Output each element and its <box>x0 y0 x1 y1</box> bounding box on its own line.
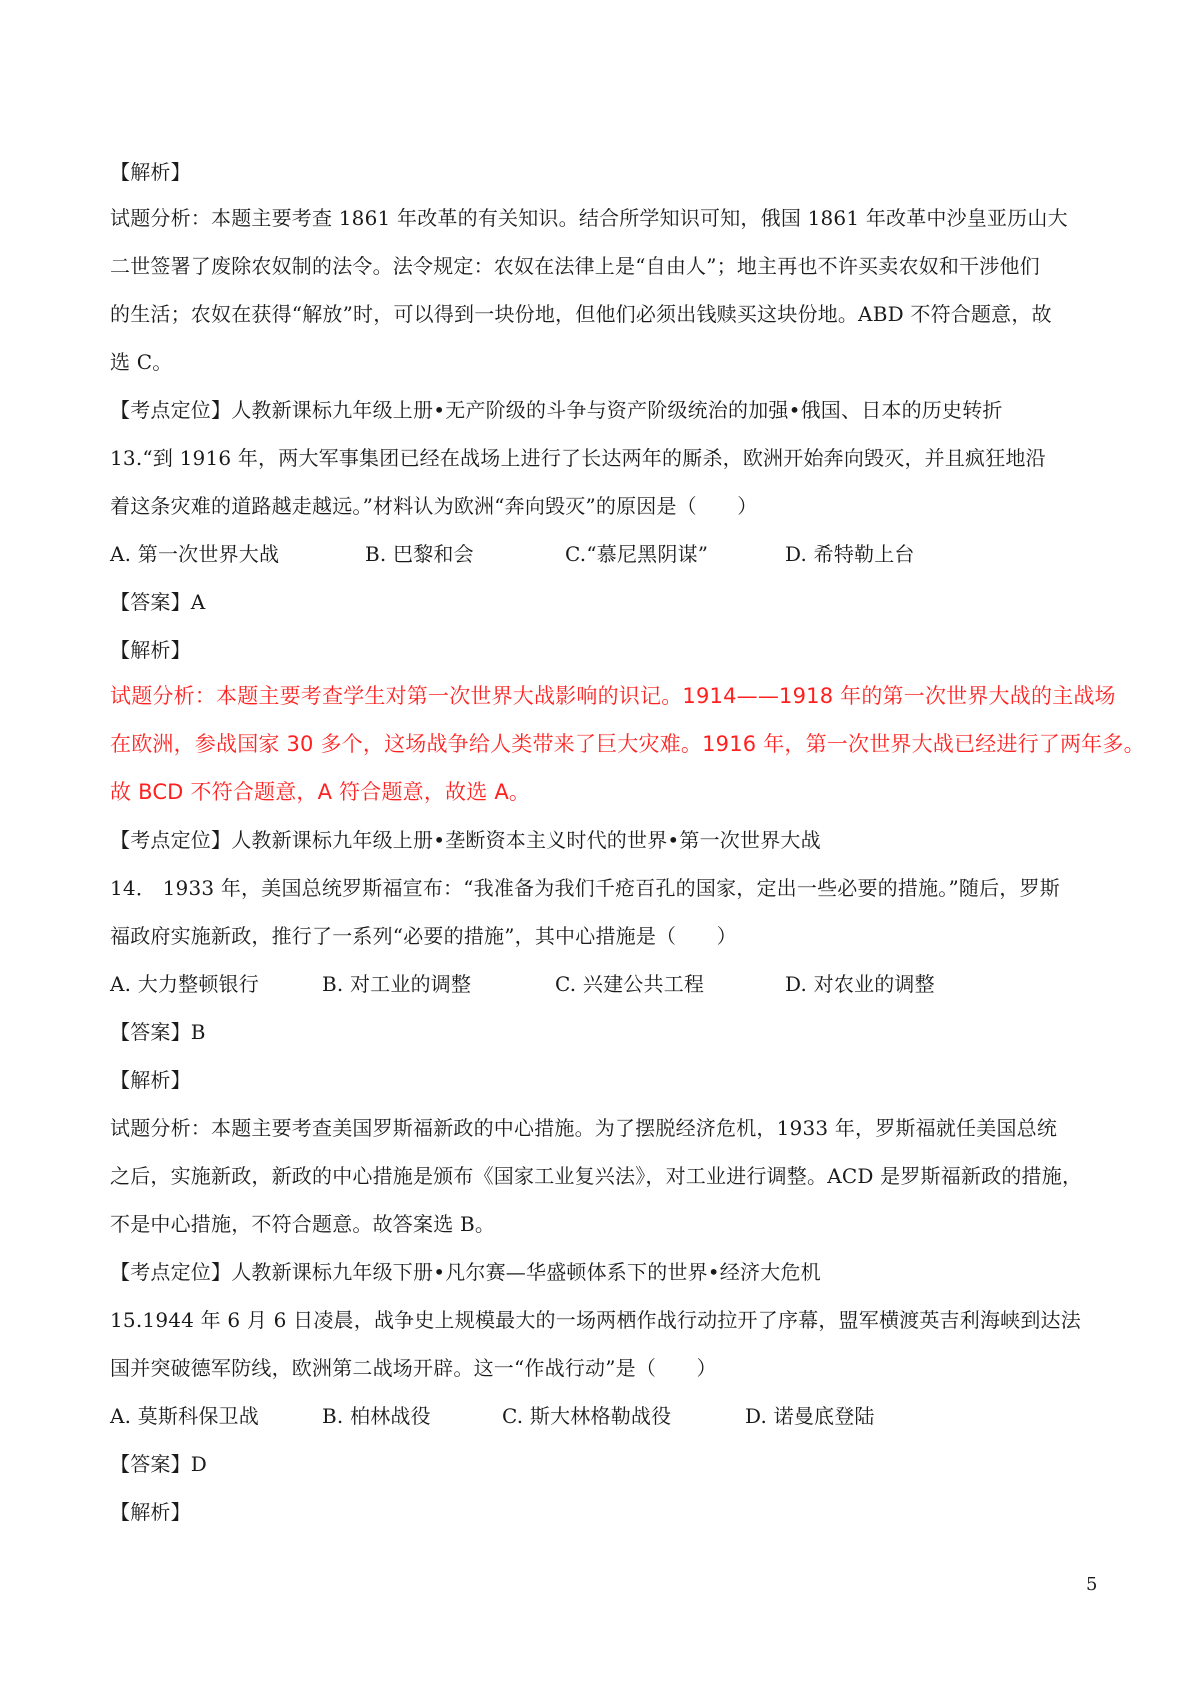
analysis-text-highlight: 故 BCD 不符合题意，A 符合题意，故选 A。 <box>110 780 531 804</box>
option-b: B. 柏林战役 <box>322 1404 431 1428</box>
analysis-heading: 【解析】 <box>110 638 191 662</box>
option-a: A. 大力整顿银行 <box>110 972 259 996</box>
question-14-text: 福政府实施新政，推行了一系列“必要的措施”，其中心措施是（ ） <box>110 924 737 948</box>
option-c: C. 斯大林格勒战役 <box>502 1404 672 1428</box>
analysis-heading: 【解析】 <box>110 160 191 184</box>
option-d: D. 希特勒上台 <box>785 542 915 566</box>
option-a: A. 莫斯科保卫战 <box>110 1404 259 1428</box>
analysis-heading: 【解析】 <box>110 1068 191 1092</box>
question-15-text: 15.1944 年 6 月 6 日凌晨，战争史上规模最大的一场两栖作战行动拉开了序幕，盟军横渡英吉利海峡到达法 <box>110 1308 1081 1332</box>
analysis-text: 选 C。 <box>110 350 173 374</box>
knowledge-point: 【考点定位】人教新课标九年级下册•凡尔赛—华盛顿体系下的世界•经济大危机 <box>110 1260 821 1284</box>
knowledge-point: 【考点定位】人教新课标九年级上册•无产阶级的斗争与资产阶级统治的加强•俄国、日本的历史转折 <box>110 398 1003 422</box>
question-13-text: 着这条灾难的道路越走越远。”材料认为欧洲“奔向毁灭”的原因是（ ） <box>110 494 758 518</box>
question-15-text: 国并突破德军防线，欧洲第二战场开辟。这一“作战行动”是（ ） <box>110 1356 717 1380</box>
option-b: B. 对工业的调整 <box>322 972 472 996</box>
analysis-heading: 【解析】 <box>110 1500 191 1524</box>
analysis-text: 的生活；农奴在获得“解放”时，可以得到一块份地，但他们必须出钱赎买这块份地。ABD 不符合题意，故 <box>110 302 1052 326</box>
knowledge-point: 【考点定位】人教新课标九年级上册•垄断资本主义时代的世界•第一次世界大战 <box>110 828 821 852</box>
question-13-text: 13.“到 1916 年，两大军事集团已经在战场上进行了长达两年的厮杀，欧洲开始奔向毁灭，并且疯狂地沿 <box>110 446 1046 470</box>
answer-label: 【答案】B <box>110 1020 206 1044</box>
analysis-text-highlight: 试题分析：本题主要考查学生对第一次世界大战影响的识记。1914——1918 年的第一次世界大战的主战场 <box>110 684 1116 708</box>
analysis-text-highlight: 在欧洲，参战国家 30 多个，这场战争给人类带来了巨大灾难。1916 年，第一次世界大战已经进行了两年多。 <box>110 732 1145 756</box>
option-c: C. 兴建公共工程 <box>555 972 705 996</box>
option-c: C.“慕尼黑阴谋” <box>565 542 709 566</box>
option-a: A. 第一次世界大战 <box>110 542 280 566</box>
analysis-text: 之后，实施新政，新政的中心措施是颁布《国家工业复兴法》，对工业进行调整。ACD 是罗斯福新政的措施， <box>110 1164 1083 1188</box>
question-14-text: 14． 1933 年，美国总统罗斯福宣布：“我准备为我们千疮百孔的国家，定出一些必要的措施。”随后，罗斯 <box>110 876 1060 900</box>
option-d: D. 诺曼底登陆 <box>745 1404 875 1428</box>
analysis-text: 试题分析：本题主要考查 1861 年改革的有关知识。结合所学知识可知，俄国 1861 年改革中沙皇亚历山大 <box>110 206 1068 230</box>
analysis-text: 不是中心措施，不符合题意。故答案选 B。 <box>110 1212 496 1236</box>
analysis-text: 试题分析：本题主要考查美国罗斯福新政的中心措施。为了摆脱经济危机，1933 年，罗斯福就任美国总统 <box>110 1116 1058 1140</box>
answer-label: 【答案】A <box>110 590 206 614</box>
option-d: D. 对农业的调整 <box>785 972 935 996</box>
option-b: B. 巴黎和会 <box>365 542 474 566</box>
answer-label: 【答案】D <box>110 1452 208 1476</box>
analysis-text: 二世签署了废除农奴制的法令。法令规定：农奴在法律上是“自由人”；地主再也不许买卖农奴和干涉他们 <box>110 254 1040 278</box>
page-number: 5 <box>1086 1574 1098 1595</box>
